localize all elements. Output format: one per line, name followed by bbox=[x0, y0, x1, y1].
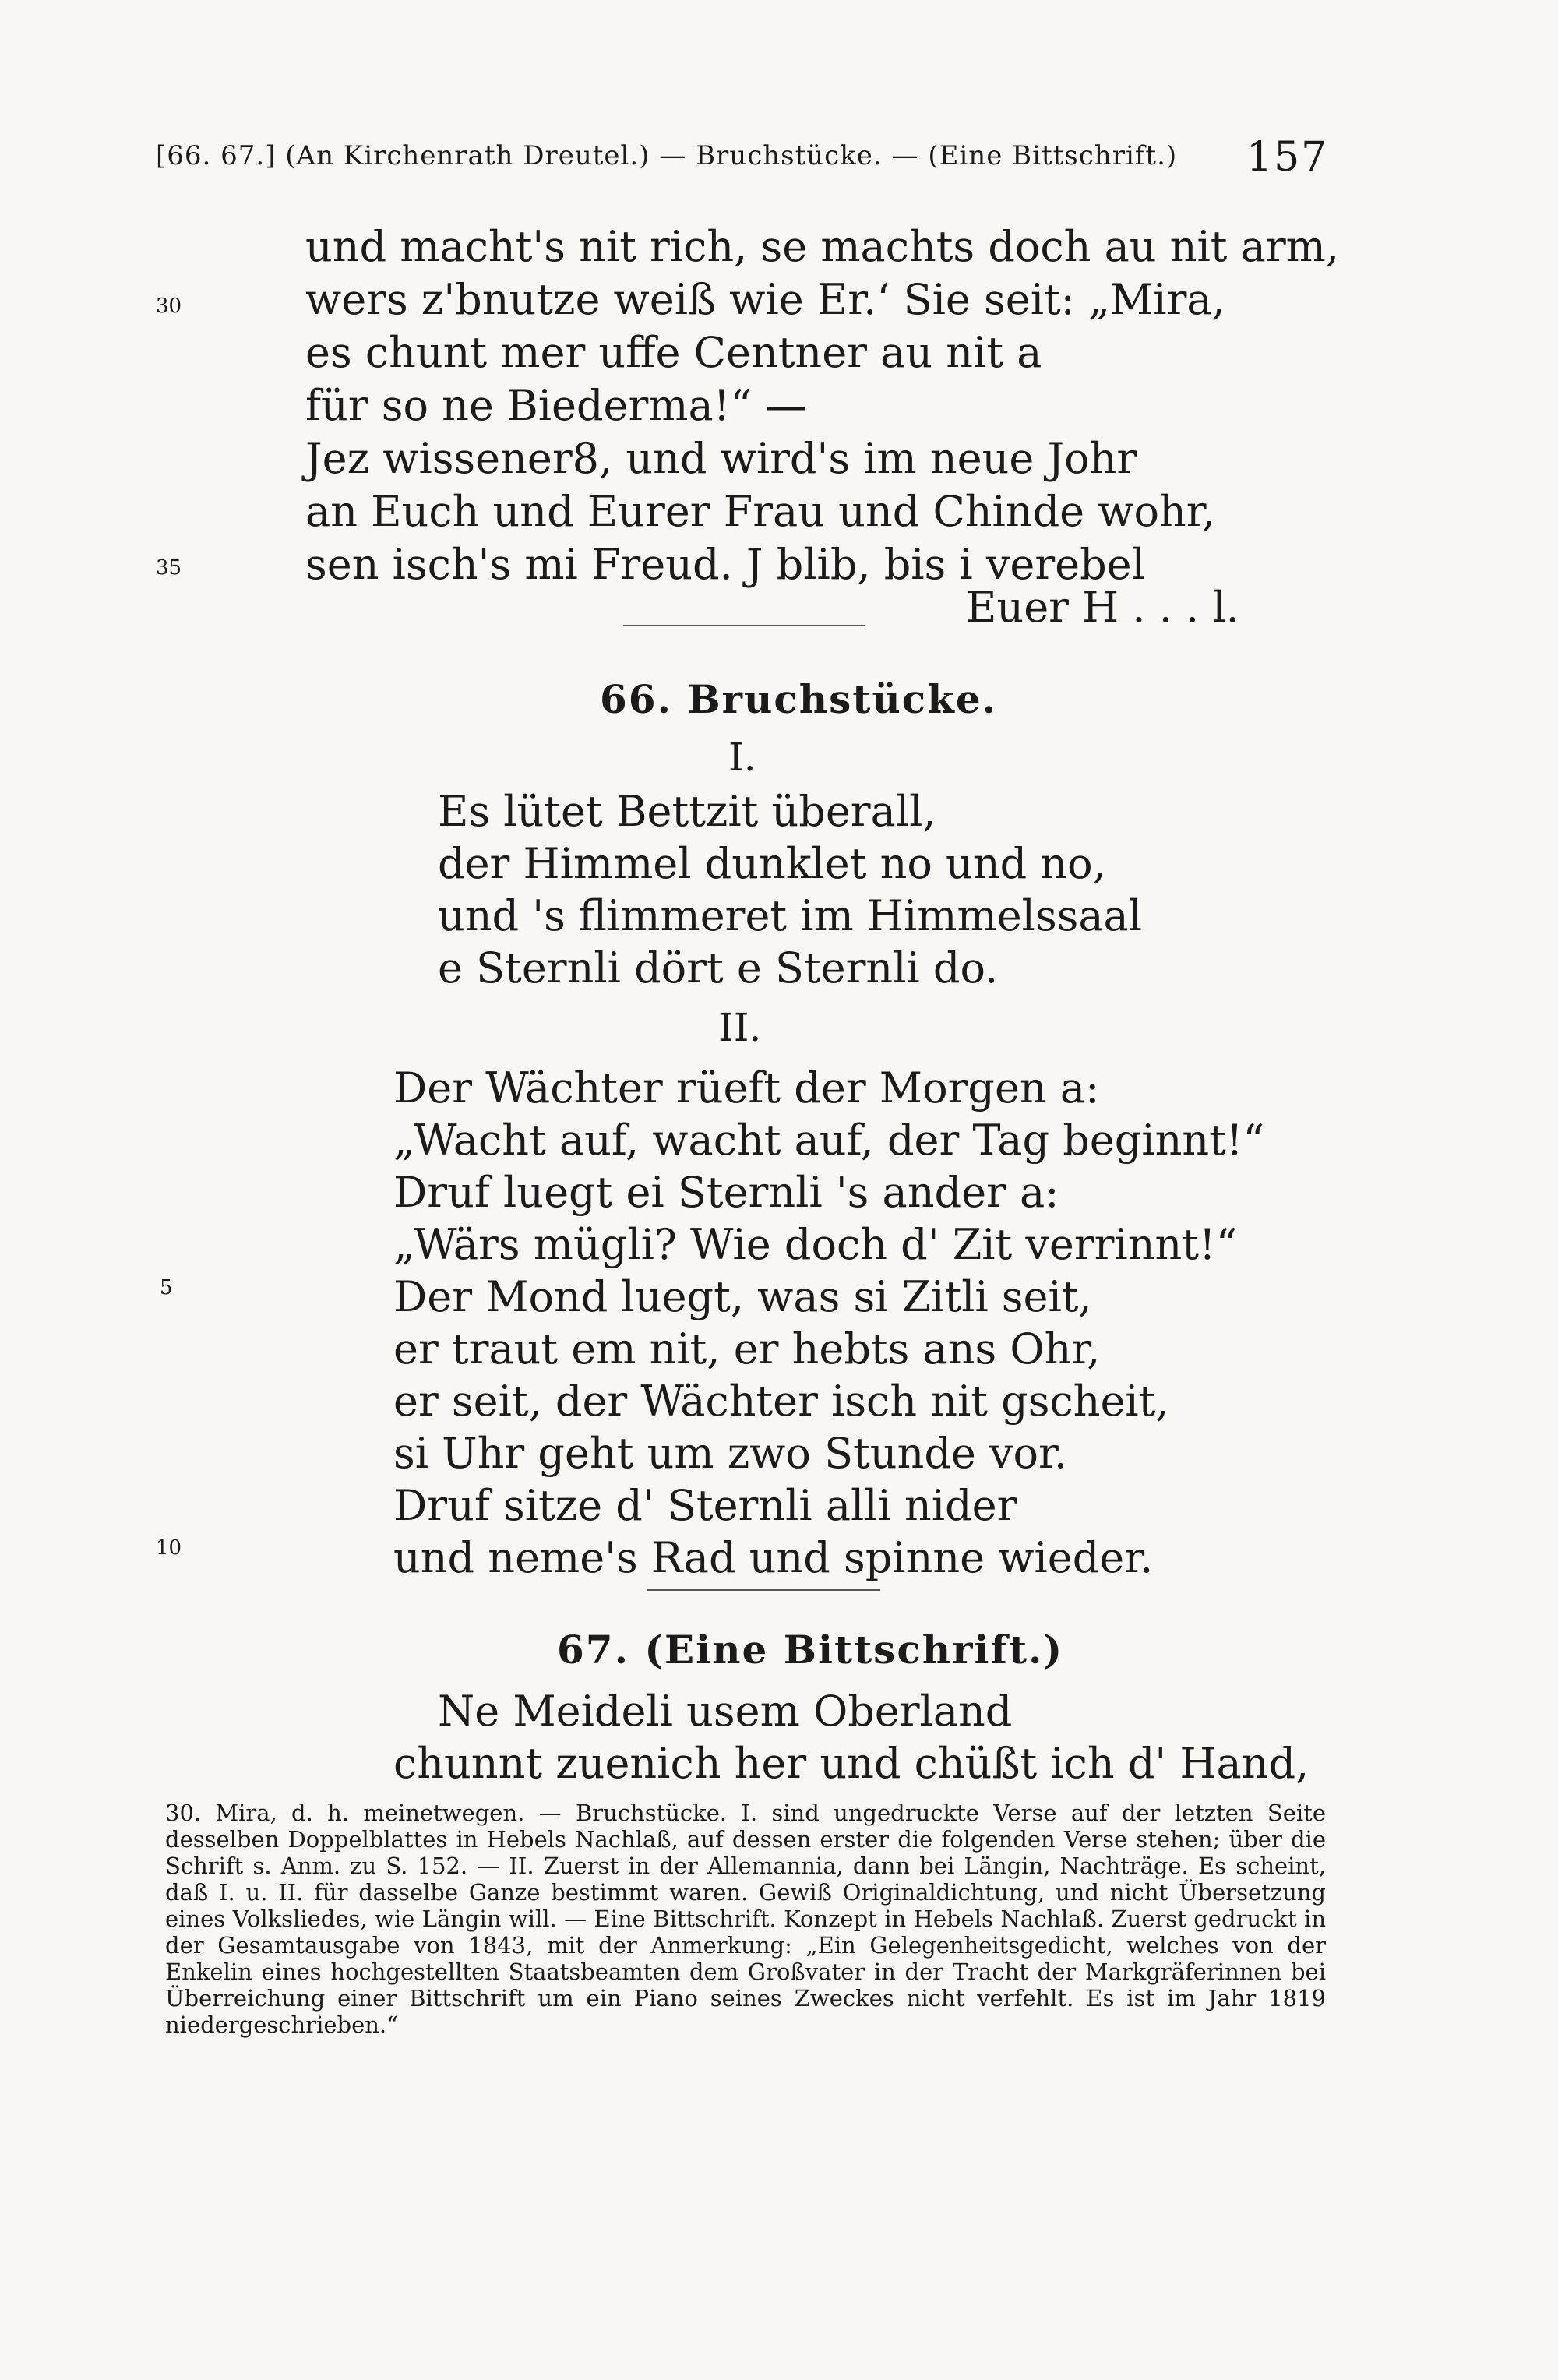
verse-line: Jez wissener8, und wird's im neue Johr bbox=[305, 434, 1137, 483]
page-number: 157 bbox=[1246, 134, 1329, 181]
verse-line: Der Wächter rüeft der Morgen a: bbox=[393, 1063, 1100, 1112]
verse-line: an Euch und Eurer Frau und Chinde wohr, bbox=[305, 487, 1215, 536]
line-number: 35 bbox=[156, 556, 182, 580]
verse-line: Der Mond luegt, was si Zitli seit, bbox=[393, 1272, 1092, 1321]
verse-line: der Himmel dunklet no und no, bbox=[438, 839, 1106, 888]
verse-line: und macht's nit rich, se machts doch au nit arm, bbox=[305, 222, 1340, 271]
verse-line: er traut em nit, er hebts ans Ohr, bbox=[393, 1324, 1101, 1373]
line-number: 30 bbox=[156, 294, 182, 318]
line-number: 5 bbox=[160, 1276, 173, 1299]
verse-line: es chunt mer uffe Centner au nit a bbox=[305, 328, 1042, 377]
verse-line: Druf sitze d' Sternli alli nider bbox=[393, 1481, 1017, 1530]
section-divider bbox=[647, 1589, 880, 1591]
footnotes bbox=[165, 1800, 1326, 2038]
verse-line: Druf luegt ei Sternli 's ander a: bbox=[393, 1168, 1059, 1217]
section-title: 67. (Eine Bittschrift.) bbox=[557, 1627, 1064, 1673]
verse-line: Es lütet Bettzit überall, bbox=[438, 787, 936, 836]
line-number: 10 bbox=[156, 1536, 182, 1560]
part-numeral: I. bbox=[728, 735, 756, 780]
verse-line: er seit, der Wächter isch nit gscheit, bbox=[393, 1377, 1169, 1426]
verse-line: wers z'bnutze weiß wie Er.‘ Sie seit: „Mira, bbox=[305, 275, 1225, 324]
verse-line: e Sternli dört e Sternli do. bbox=[438, 943, 999, 993]
verse-line: chunnt zuenich her und chüßt ich d' Hand, bbox=[393, 1739, 1309, 1788]
verse-line: und 's flimmeret im Himmelssaal bbox=[438, 891, 1143, 940]
verse-line: „Wärs mügli? Wie doch d' Zit verrinnt!“ bbox=[393, 1220, 1238, 1269]
verse-line: für so ne Biederma!“ — bbox=[305, 381, 808, 430]
verse-line: Ne Meideli usem Oberland bbox=[438, 1687, 1013, 1736]
part-numeral: II. bbox=[718, 1005, 762, 1050]
running-header: [66. 67.] (An Kirchenrath Dreutel.) — Bruchstücke. — (Eine Bittschrift.) bbox=[156, 140, 1178, 171]
verse-line: sen isch's mi Freud. J blib, bis i verebel bbox=[305, 540, 1145, 589]
verse-line: „Wacht auf, wacht auf, der Tag beginnt!“ bbox=[393, 1116, 1265, 1165]
verse-line: und neme's Rad und spinne wieder. bbox=[393, 1533, 1154, 1582]
footnote-text: 30. Mira, d. h. meinetwegen. — Bruchstücke. I. sind ungedruckte Verse auf der letzten Seite desselben Doppelblattes in Hebels Nachlaß, auf dessen erster die folgenden Verse stehen; über die Schrift s. Anm. zu S. 152. — II. Zuerst in der Allemannia, dann bei Längin, Nachträge. Es scheint, daß I. u. II. für dasselbe Ganze bestimmt waren. Gewiß Originaldichtung, und nicht Übersetzung eines Volksliedes, wie Längin will. — Eine Bittschrift. Konzept in Hebels Nachlaß. Zuerst gedruckt in der Gesamtausgabe von 1843, mit der Anmerkung: „Ein Gelegenheitsgedicht, welches von der Enkelin eines hochgestellten Staatsbeamten dem Großvater in der Tracht der Markgräferinnen bei Überreichung einer Bittschrift um ein Piano seines Zweckes nicht verfehlt. Es ist im Jahr 1819 niedergeschrieben.“ bbox=[165, 1800, 1326, 2038]
section-divider bbox=[623, 625, 865, 626]
verse-line: si Uhr geht um zwo Stunde vor. bbox=[393, 1429, 1068, 1478]
signature: Euer H . . . l. bbox=[966, 583, 1239, 632]
section-title: 66. Bruchstücke. bbox=[600, 676, 998, 722]
